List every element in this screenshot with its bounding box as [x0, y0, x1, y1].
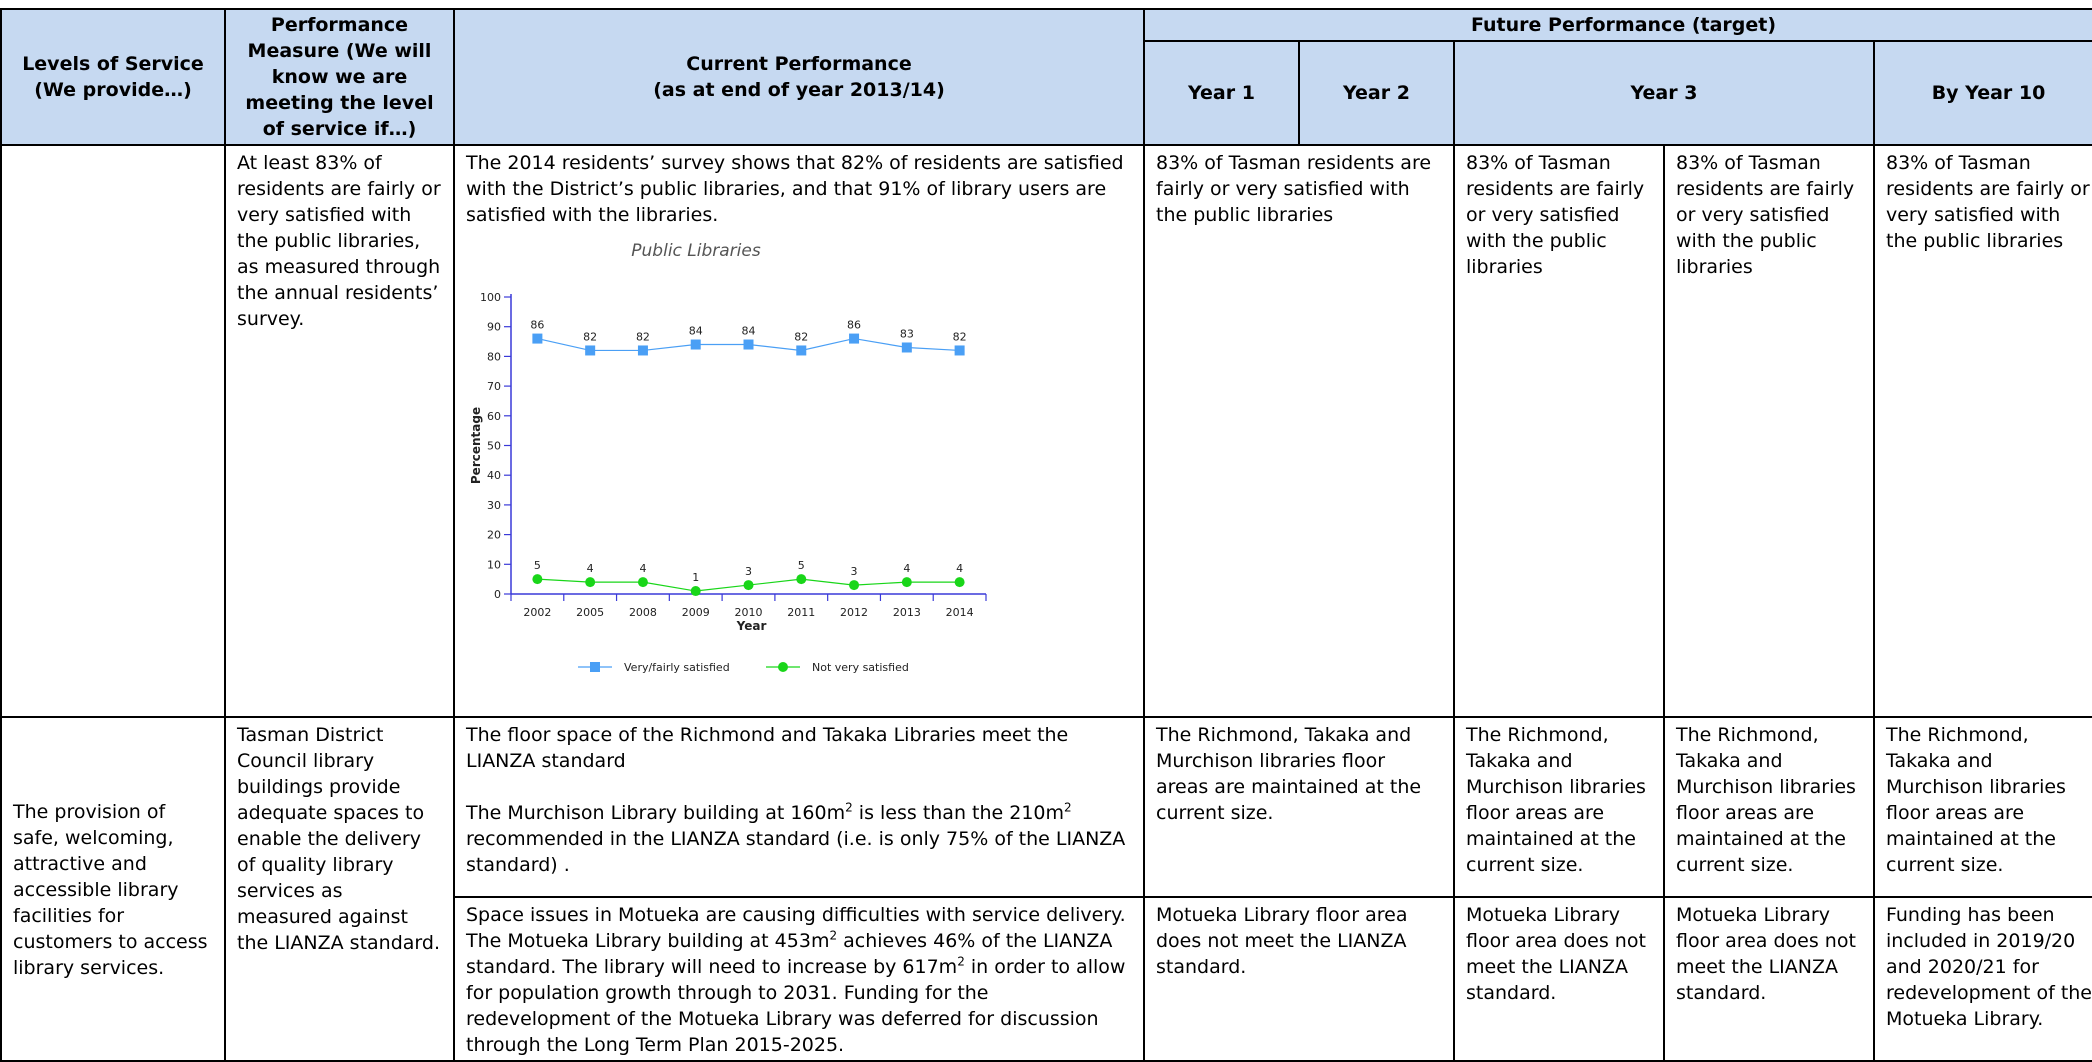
legend-label: Not very satisfied: [812, 661, 909, 674]
x-tick-label: 2008: [628, 606, 657, 619]
header-current-performance: [454, 9, 1144, 145]
row2-measure: Tasman District Council library buildings provide adequate spaces to enable the delivery of quality library services as measured against the LIANZA standard.: [225, 717, 454, 1061]
data-point: [955, 345, 965, 355]
row2-year10: The Richmond, Takaka and Murchison libraries floor areas are maintained at the current size.: [1874, 717, 2092, 897]
data-label: 82: [952, 330, 967, 344]
data-label: 3: [745, 565, 752, 579]
row2-year3a: The Richmond, Takaka and Murchison libraries floor areas are maintained at the current size.: [1454, 717, 1664, 897]
x-tick-label: 2013: [892, 606, 921, 619]
legend-marker: [778, 662, 788, 672]
data-point: [796, 345, 806, 355]
x-tick-label: 2005: [576, 606, 605, 619]
data-point: [532, 334, 542, 344]
row1-levels-cell: [1, 145, 225, 717]
row3-year3b: Motueka Library floor area does not meet the LIANZA standard.: [1664, 897, 1874, 1061]
data-label: 1: [692, 571, 700, 585]
row2-current-p1: The floor space of the Richmond and Takaka Libraries meet the LIANZA standard: [466, 724, 1069, 772]
data-label: 84: [741, 324, 756, 338]
levels-of-service-table: [0, 8, 2092, 1062]
data-label: 86: [847, 318, 862, 332]
data-point: [638, 345, 648, 355]
x-tick-label: 2011: [787, 606, 816, 619]
legend-label: Very/fairly satisfied: [624, 661, 730, 674]
x-axis-label: Year: [736, 619, 767, 633]
y-tick-label: 10: [487, 558, 501, 572]
x-tick-label: 2012: [840, 606, 869, 619]
header-year-2: Year 2: [1299, 41, 1454, 145]
y-tick-label: 80: [487, 350, 501, 364]
row1-current-text: The 2014 residents’ survey shows that 82% of residents are satisfied with the District’s public libraries, and that 91% of library users are satisfied with the libraries.: [466, 152, 1124, 226]
legend-marker: [590, 662, 600, 672]
data-point: [796, 574, 806, 584]
data-label: 4: [586, 562, 594, 576]
y-tick-label: 0: [494, 588, 501, 601]
data-point: [849, 580, 859, 590]
data-label: 86: [530, 318, 545, 332]
row1-year3a: 83% of Tasman residents are fairly or very satisfied with the public libraries: [1454, 145, 1664, 717]
y-tick-label: 60: [487, 409, 501, 423]
header-year-3: Year 3: [1454, 41, 1874, 145]
row1-measure: At least 83% of residents are fairly or very satisfied with the public libraries, as measured through the annual residents’ survey.: [225, 145, 454, 717]
y-axis-label: Percentage: [469, 406, 483, 485]
header-by-year-10: By Year 10: [1874, 41, 2092, 145]
y-tick-label: 50: [487, 439, 501, 453]
data-label: 4: [903, 562, 911, 576]
row3-year10: Funding has been included in 2019/20 and 2020/21 for redevelopment of the Motueka Library.: [1874, 897, 2092, 1061]
row1-year3b: 83% of Tasman residents are fairly or very satisfied with the public libraries: [1664, 145, 1874, 717]
data-label: 5: [797, 559, 805, 573]
data-label: 5: [533, 559, 541, 573]
row2-current-cell: [454, 717, 1144, 897]
data-point: [638, 577, 648, 587]
x-tick-label: 2002: [523, 606, 552, 619]
row2-current-p2: The Murchison Library building at $160m^2$ is less than the $210m^2$ recommended in the LIANZA standard (i.e. is only 75% of the LIANZA standard) .: [466, 800, 1126, 876]
data-label: 3: [850, 565, 858, 579]
data-point: [744, 580, 754, 590]
header-year-1: Year 1: [1144, 41, 1299, 145]
chart-title: Public Libraries: [631, 241, 761, 261]
data-point: [585, 345, 595, 355]
row1-current-cell: [454, 145, 1144, 717]
y-tick-label: 90: [487, 320, 501, 334]
chart-svg: [466, 232, 1026, 702]
row3-year1-2: Motueka Library floor area does not meet the LIANZA standard.: [1144, 897, 1454, 1061]
y-tick-label: 70: [487, 380, 501, 394]
data-point: [849, 334, 859, 344]
data-label: 82: [583, 330, 598, 344]
data-point: [532, 574, 542, 584]
public-libraries-chart: [466, 232, 1026, 702]
y-tick-label: 30: [487, 498, 501, 512]
row2-year1-2: The Richmond, Takaka and Murchison libraries floor areas are maintained at the current size.: [1144, 717, 1454, 897]
header-performance-measure: Performance Measure (We will know we are meeting the level of service if…): [225, 9, 454, 145]
data-label: 4: [956, 562, 964, 576]
data-label: 83: [899, 327, 914, 341]
data-point: [691, 340, 701, 350]
x-tick-label: 2009: [681, 606, 710, 619]
row3-year3a: Motueka Library floor area does not meet the LIANZA standard.: [1454, 897, 1664, 1061]
row1-year1-2: 83% of Tasman residents are fairly or very satisfied with the public libraries: [1144, 145, 1454, 717]
row3-current-cell: Space issues in Motueka are causing difficulties with service delivery. The Motueka Library building at $453m^2$ achieves 46% of the LIANZA standard. The library will need to increase by $617m^2$ in order to allow for population growth through to 2031. Funding for the redevelopment of the Motueka Library was deferred for discussion through the Long Term Plan 2015-2025.: [454, 897, 1144, 1061]
data-label: 84: [688, 324, 703, 338]
data-point: [744, 340, 754, 350]
header-future-performance: Future Performance (target): [1144, 9, 2092, 41]
data-label: 4: [639, 562, 647, 576]
header-current-subtitle: (as at end of year 2013/14): [653, 79, 945, 101]
data-point: [691, 586, 701, 596]
data-point: [902, 577, 912, 587]
x-tick-label: 2014: [945, 606, 974, 619]
data-point: [585, 577, 595, 587]
row2-levels: The provision of safe, welcoming, attractive and accessible library facilities for customers to access library services.: [1, 717, 225, 1061]
data-label: 82: [794, 330, 809, 344]
data-point: [955, 577, 965, 587]
row2-year3b: The Richmond, Takaka and Murchison libraries floor areas are maintained at the current size.: [1664, 717, 1874, 897]
y-tick-label: 40: [487, 469, 501, 483]
header-levels-of-service: Levels of Service (We provide…): [1, 9, 225, 145]
y-tick-label: 20: [487, 528, 501, 542]
row1-year10: 83% of Tasman residents are fairly or very satisfied with the public libraries: [1874, 145, 2092, 717]
data-point: [902, 342, 912, 352]
x-tick-label: 2010: [734, 606, 763, 619]
data-label: 82: [635, 330, 650, 344]
y-tick-label: 100: [480, 291, 501, 304]
header-current-title: Current Performance: [686, 53, 912, 75]
